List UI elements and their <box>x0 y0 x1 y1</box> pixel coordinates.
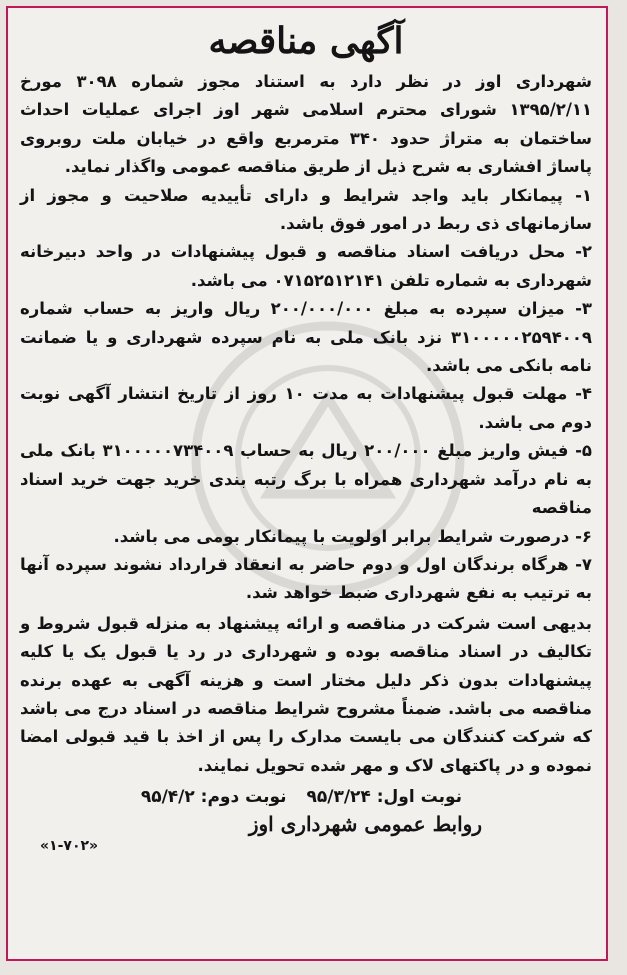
notice-body <box>20 14 592 951</box>
notice-frame <box>6 6 608 961</box>
first-turn-date: نوبت اول: ۹۵/۳/۲۴ <box>306 787 462 808</box>
clause-7: ۷- هرگاه برندگان اول و دوم حاضر به انعقاد قرارداد نشوند سپرده آنها به ترتیب به نفع شهرداری ضبط خواهد شد. <box>20 554 592 603</box>
notice-intro: شهرداری اوز در نظر دارد به استناد مجوز شماره ۳۰۹۸ مورخ ۱۳۹۵/۲/۱۱ شورای محترم اسلامی شهر اوز اجرای عملیات احداث ساختمان به متراژ حدود ۳۴۰ مترمربع واقع در خیابان ملت روبروی پاساژ افشاری به شرح ذیل از طریق مناقصه عمومی واگذار نماید. <box>20 72 593 177</box>
clause-4: ۴- مهلت قبول پیشنهادات به مدت ۱۰ روز از تاریخ انتشار آگهی نوبت دوم می باشد. <box>20 384 592 432</box>
clause-2: ۲- محل دریافت اسناد مناقصه و قبول پیشنهادات در واحد دبیرخانه شهرداری به شماره تلفن ۰۷۱۵۲۵۱۲۱۴۱ می باشد. <box>20 242 592 290</box>
notice-title: آگهی مناقصه <box>208 20 404 62</box>
notice-footer <box>20 810 592 868</box>
notice-closing: بدیهی است شرکت در مناقصه و ارائه پیشنهاد به منزله قبول شروط و تکالیف در اسناد مناقصه بوده و شهرداری در رد یا قبول یک یا کلیه پیشنهادات بدون ذکر دلیل مختار است و هزینه آگهی به عهده برنده مناقصه می باشد. ضمناً مشروح شرایط مناقصه در اسناد درج می باشد که شرکت کنندگان می بایست مدارک را پس از اخذ با قید قبولی امضا نموده و در پاکتهای لاک و مهر شده تحویل نمایند. <box>20 613 592 775</box>
second-turn-date: نوبت دوم: ۹۵/۴/۲ <box>140 787 287 808</box>
signature: روابط عمومی شهرداری اوز <box>248 812 482 837</box>
clause-5: ۵- فیش واریز مبلغ ۲۰۰/۰۰۰ ریال به حساب ۳۱۰۰۰۰۰۷۳۴۰۰۹ بانک ملی به نام درآمد شهرداری همراه با برگ رتبه بندی خرید جهت خرید اسناد مناقصه <box>20 441 592 518</box>
publication-dates <box>20 784 592 810</box>
clause-3: ۳- میزان سپرده به مبلغ ۲۰۰/۰۰۰/۰۰۰ ریال واریز به حساب شماره ۳۱۰۰۰۰۰۲۵۹۴۰۰۹ نزد بانک ملی به نام سپرده شهرداری و یا ضمانت نامه بانکی می باشد. <box>20 299 592 376</box>
clause-6: ۶- درصورت شرایط برابر اولویت با پیمانکار بومی می باشد. <box>113 526 592 546</box>
clause-1: ۱- پیمانکار باید واجد شرایط و دارای تأییدیه صلاحیت و مجوز از سازمانهای ذی ربط در امور فوق باشد. <box>20 185 592 234</box>
notice-code: «۱-۷۰۲» <box>40 838 99 855</box>
